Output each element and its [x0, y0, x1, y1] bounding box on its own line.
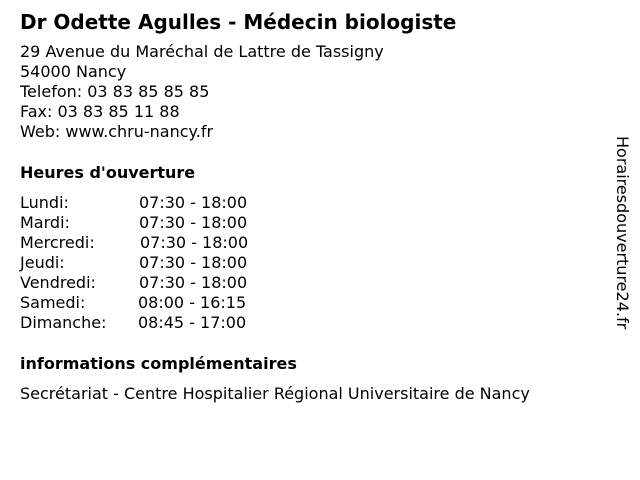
opening-hours-list	[20, 193, 280, 333]
day-label: Dimanche:	[20, 313, 107, 332]
website-link[interactable]: www.chru-nancy.fr	[65, 122, 214, 141]
page-title: Dr Odette Agulles - Médecin biologiste	[20, 10, 457, 34]
time-range: 07:30 - 18:00	[139, 253, 248, 272]
time-range: 08:00 - 16:15	[138, 293, 247, 312]
fax-number: Fax: 03 83 85 11 88	[20, 102, 180, 121]
phone-number[interactable]: Telefon: 03 83 85 85 85	[20, 82, 210, 101]
address-city: 54000 Nancy	[20, 62, 127, 81]
time-range: 07:30 - 18:00	[140, 233, 249, 252]
day-label: Lundi:	[20, 193, 69, 212]
day-label: Mardi:	[20, 213, 70, 232]
additional-info-heading: informations complémentaires	[20, 354, 297, 373]
hours-row-friday	[20, 273, 280, 293]
day-label: Mercredi:	[20, 233, 95, 252]
site-watermark: Horairesdouverture24.fr	[613, 136, 632, 330]
website-line	[20, 122, 384, 142]
address-street: 29 Avenue du Maréchal de Lattre de Tassigny	[20, 42, 384, 61]
day-label: Jeudi:	[20, 253, 65, 272]
day-label: Vendredi:	[20, 273, 96, 292]
hours-row-saturday	[20, 293, 280, 313]
time-range: 07:30 - 18:00	[139, 193, 248, 212]
time-range: 07:30 - 18:00	[139, 273, 248, 292]
additional-info-text: Secrétariat - Centre Hospitalier Régional Universitaire de Nancy	[20, 384, 530, 403]
opening-hours-heading: Heures d'ouverture	[20, 163, 196, 182]
hours-row-wednesday	[20, 233, 280, 253]
hours-row-tuesday	[20, 213, 280, 233]
website-label: Web:	[20, 122, 66, 141]
time-range: 08:45 - 17:00	[138, 313, 247, 332]
hours-row-monday	[20, 193, 280, 213]
time-range: 07:30 - 18:00	[139, 213, 248, 232]
contact-details	[20, 42, 384, 142]
day-label: Samedi:	[20, 293, 86, 312]
hours-row-sunday	[20, 313, 280, 333]
hours-row-thursday	[20, 253, 280, 273]
